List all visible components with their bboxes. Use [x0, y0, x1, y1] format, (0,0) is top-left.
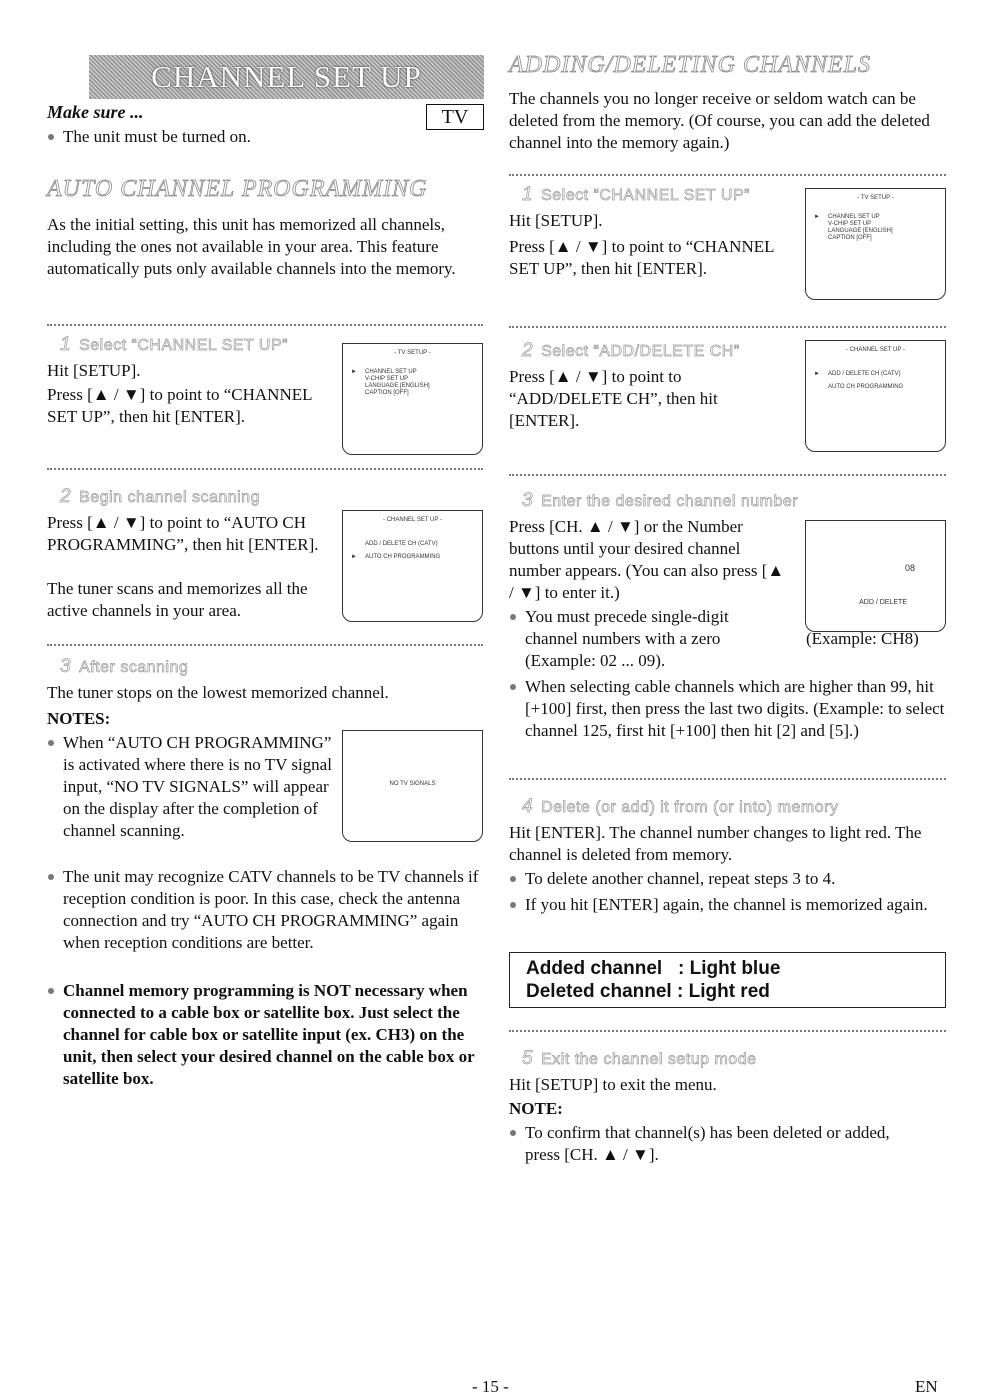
right-step5-title [522, 1048, 756, 1070]
auto-programming-title: AUTO CHANNEL PROGRAMMING [47, 176, 428, 202]
right-step3-bullet1: You must precede single-digit channel numbers with a zero (Example: 02 ... 09). [509, 606, 785, 672]
screen-item: CHANNEL SET UP [828, 214, 880, 220]
tv-badge: TV [426, 104, 484, 130]
adding-deleting-title: ADDING/DELETING CHANNELS [509, 52, 872, 78]
banner-title: CHANNEL SET UP [151, 59, 422, 94]
screen-item: CAPTION [OFF] [828, 235, 872, 241]
right-step5-note: To confirm that channel(s) has been deleted or added, press [CH. ▲ / ▼]. [509, 1122, 925, 1166]
screen-item: CHANNEL SET UP [365, 369, 417, 375]
separator [47, 468, 483, 470]
left-step1-line2: Press [▲ / ▼] to point to “CHANNEL SET UP”, then hit [ENTER]. [47, 385, 312, 426]
page-banner [89, 55, 484, 99]
separator [509, 474, 946, 476]
step-title-text: Exit the channel setup mode [541, 1051, 757, 1068]
right-step2-title [522, 340, 740, 362]
step-number: 5 [522, 1048, 534, 1069]
screen-menu [351, 538, 482, 564]
separator [509, 1030, 946, 1032]
screen-item: CAPTION [OFF] [365, 390, 409, 396]
no-signal-screen [342, 730, 483, 842]
right-step4-title [522, 796, 838, 818]
step-number: 1 [522, 184, 534, 205]
page-number: - 15 - [472, 1377, 509, 1396]
step-number: 4 [522, 796, 534, 817]
screen-message: NO TV SIGNALS [389, 781, 436, 787]
note-label: NOTE: [509, 1099, 563, 1118]
right-step1-line2: Press [▲ / ▼] to point to “CHANNEL SET UP”, then hit [ENTER]. [509, 237, 774, 278]
screen-header: - CHANNEL SET UP - [383, 517, 442, 523]
left-step2-title [60, 486, 260, 508]
left-step1-title [60, 334, 288, 356]
left-step1-line1: Hit [SETUP]. [47, 361, 141, 380]
right-step3-title [522, 490, 798, 512]
screen-header: - TV SETUP - [394, 350, 431, 356]
right-step2-line1: Press [▲ / ▼] to point to “ADD/DELETE CH”, then hit [ENTER]. [509, 367, 718, 430]
add-delete-screen [805, 520, 946, 632]
screen-menu [814, 368, 945, 394]
example-caption: (Example: CH8) [806, 629, 919, 648]
notes-label: NOTES: [47, 709, 111, 728]
step-number: 1 [60, 334, 72, 355]
screen-item: LANGUAGE [ENGLISH] [365, 383, 430, 389]
left-step3-title [60, 656, 188, 678]
note-2: The unit may recognize CATV channels to be TV channels if reception condition is poor. In this case, check the antenna connection and try “AUTO CH PROGRAMMING” again when reception conditions are better. [47, 866, 495, 954]
adding-deleting-intro: The channels you no longer receive or seldom watch can be deleted from the memory. (Of course, you can add the deleted channel into the memory again.) [509, 89, 930, 152]
left-step2-line2: The tuner scans and memorizes all the active channels in your area. [47, 579, 308, 620]
right-step3-line1: Press [CH. ▲ / ▼] or the Number buttons until your desired channel number appears. (You can also press [▲ / ▼] to enter it.) [509, 517, 785, 602]
step-title-text: Select “ADD/DELETE CH” [541, 343, 740, 360]
cursor-arrow-icon: ► [814, 371, 820, 377]
screen-item: V-CHIP SET UP [828, 221, 872, 227]
legend-added: Added channel : Light blue [526, 958, 781, 979]
step-title-text: After scanning [79, 659, 189, 676]
separator [509, 174, 946, 176]
channel-setup-screen [805, 340, 946, 452]
left-step3-line1: The tuner stops on the lowest memorized channel. [47, 683, 389, 702]
legend-deleted: Deleted channel : Light red [526, 981, 770, 1002]
screen-menu [814, 214, 945, 242]
screen-item-selected: ► ADD / DELETE CH (CATV) [828, 368, 945, 381]
screen-item-selected: ► AUTO CH PROGRAMMING [365, 551, 482, 564]
separator [47, 644, 483, 646]
right-step4-bullet2: If you hit [ENTER] again, the channel is memorized again. [509, 894, 962, 916]
screen-item: AUTO CH PROGRAMMING [828, 384, 904, 390]
separator [47, 324, 483, 326]
channel-number: 08 [904, 563, 915, 573]
auto-programming-intro: As the initial setting, this unit has memorized all channels, including the ones not available in your area. This feature automatically puts only available channels into the memory. [47, 215, 456, 278]
step-number: 2 [60, 486, 72, 507]
cursor-arrow-icon: ► [351, 369, 357, 375]
separator [509, 326, 946, 328]
step-number: 2 [522, 340, 534, 361]
language-code: EN [915, 1377, 938, 1396]
screen-label: ADD / DELETE [859, 599, 907, 606]
make-sure-bullet: The unit must be turned on. [47, 126, 423, 148]
tv-setup-screen [805, 188, 946, 300]
step-title-text: Delete (or add) it from (or into) memory [541, 799, 839, 816]
separator [509, 778, 946, 780]
step-title-text: Select “CHANNEL SET UP” [541, 187, 750, 204]
channel-setup-screen [342, 510, 483, 622]
step-title-text: Select “CHANNEL SET UP” [79, 337, 288, 354]
right-step4-bullet1: To delete another channel, repeat steps 3 to 4. [509, 868, 962, 890]
tv-setup-screen [342, 343, 483, 455]
left-step2-line1: Press [▲ / ▼] to point to “AUTO CH PROGRAMMING”, then hit [ENTER]. [47, 513, 319, 554]
screen-item: V-CHIP SET UP [365, 376, 409, 382]
cursor-arrow-icon: ► [351, 554, 357, 560]
screen-item: LANGUAGE [ENGLISH] [828, 228, 893, 234]
screen-header: - TV SETUP - [857, 195, 894, 201]
step-title-text: Begin channel scanning [79, 489, 260, 506]
cursor-arrow-icon: ► [814, 214, 820, 220]
step-title-text: Enter the desired channel number [541, 493, 799, 510]
right-step1-line1: Hit [SETUP]. [509, 211, 603, 230]
right-step4-line1: Hit [ENTER]. The channel number changes to light red. The channel is deleted from memory. [509, 823, 922, 864]
screen-item: ADD / DELETE CH (CATV) [365, 541, 438, 547]
screen-header: - CHANNEL SET UP - [846, 347, 905, 353]
note-1: When “AUTO CH PROGRAMMING” is activated where there is no TV signal input, “NO TV SIGNALS” will appear on the display after the completion of channel scanning. [47, 732, 335, 842]
screen-menu [351, 369, 482, 397]
step-number: 3 [60, 656, 72, 677]
step-number: 3 [522, 490, 534, 511]
note-3: Channel memory programming is NOT necessary when connected to a cable box or satellite box. Just select the channel for cable box or satellite input (ex. CH3) on the unit, then select your desired channel on the cable box or satellite box. [47, 980, 495, 1090]
right-step1-title [522, 184, 750, 206]
right-step5-line1: Hit [SETUP] to exit the menu. [509, 1075, 717, 1094]
right-step3-bullet2: When selecting cable channels which are higher than 99, hit [+100] first, then press the last two digits. (Example: to select channel 125, first hit [+100] then hit [2] and [5].) [509, 676, 962, 742]
color-legend-box [509, 952, 946, 1008]
make-sure-label: Make sure ... [47, 102, 144, 122]
